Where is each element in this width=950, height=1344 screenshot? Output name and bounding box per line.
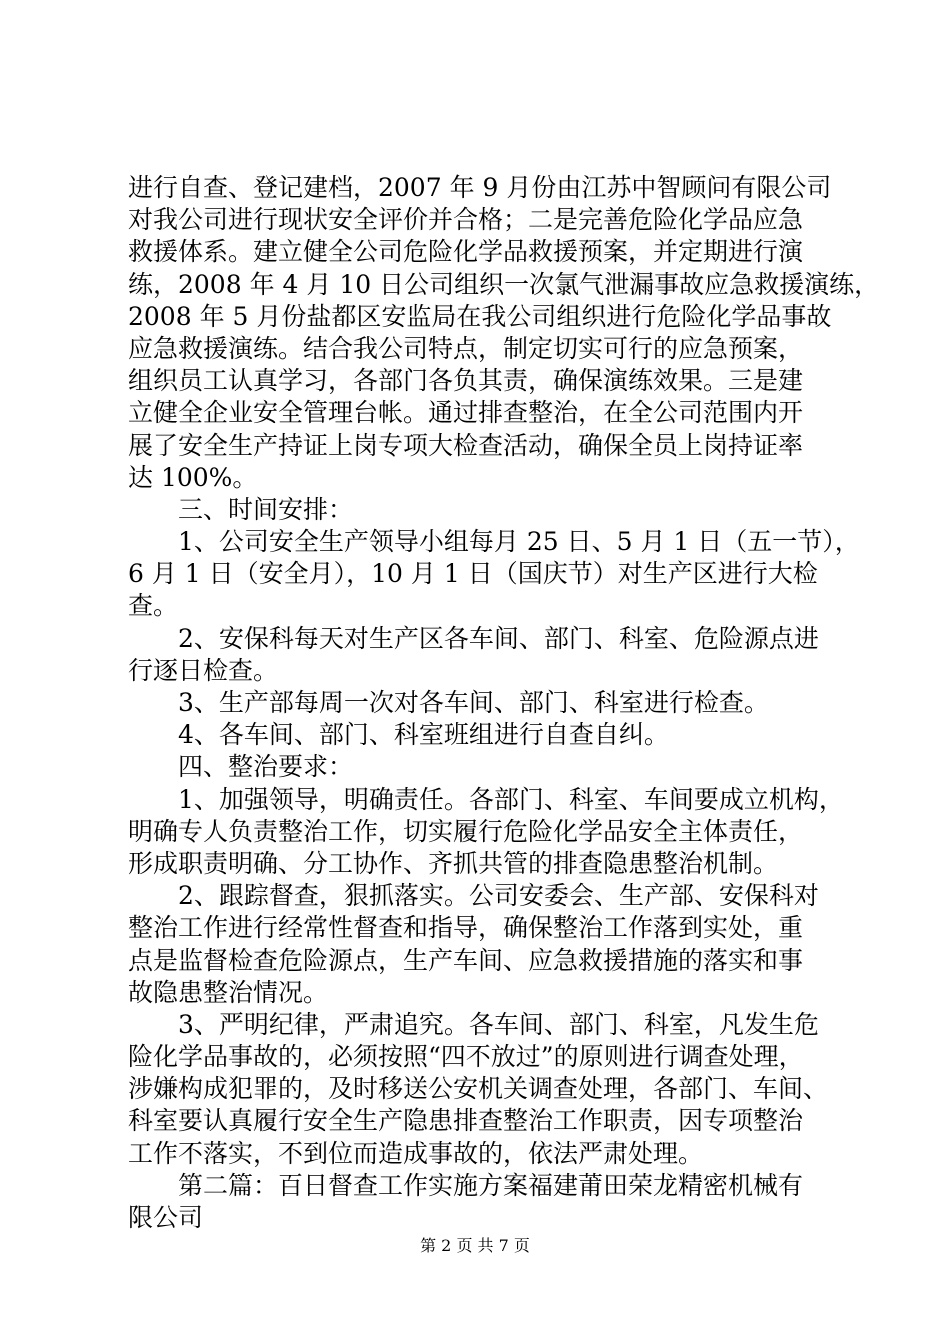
text-line: 工作不落实，不到位而造成事故的，依法严肃处理。 bbox=[128, 1138, 704, 1168]
text-line: 达 100%。 bbox=[128, 462, 258, 492]
text-line: 点是监督检查危险源点，生产车间、应急救援措施的落实和事 bbox=[128, 945, 804, 975]
text-line: 展了安全生产持证上岗专项大检查活动，确保全员上岗持证率 bbox=[128, 430, 804, 460]
chapter-title: 限公司 bbox=[128, 1203, 204, 1232]
text-line: 查。 bbox=[128, 591, 179, 621]
text-line: 3、生产部每周一次对各车间、部门、科室进行检查。 bbox=[128, 688, 769, 717]
page-number-footer: 第 2 页 共 7 页 bbox=[420, 1236, 530, 1255]
text-line: 险化学品事故的，必须按照“四不放过”的原则进行调查处理， bbox=[128, 1042, 804, 1072]
text-line: 1、加强领导，明确责任。各部门、科室、车间要成立机构， bbox=[128, 784, 844, 814]
text-line: 6 月 1 日（安全月），10 月 1 日（国庆节）对生产区进行大检 bbox=[128, 559, 818, 589]
text-line: 行逐日检查。 bbox=[128, 655, 279, 685]
text-line: 救援体系。建立健全公司危险化学品救援预案，并定期进行演 bbox=[128, 237, 804, 267]
text-line: 故隐患整治情况。 bbox=[128, 977, 329, 1007]
text-line: 进行自查、登记建档，2007 年 9 月份由江苏中智顾问有限公司 bbox=[128, 173, 832, 202]
text-line: 1、公司安全生产领导小组每月 25 日、5 月 1 日（五一节）， bbox=[128, 527, 860, 557]
chapter-title: 第二篇：百日督查工作实施方案福建莆田荣龙精密机械有 bbox=[128, 1170, 804, 1200]
text-line: 2、安保科每天对生产区各车间、部门、科室、危险源点进 bbox=[128, 623, 819, 653]
section-heading: 三、时间安排： bbox=[128, 494, 354, 524]
text-line: 涉嫌构成犯罪的，及时移送公安机关调查处理，各部门、车间、 bbox=[128, 1074, 829, 1104]
text-line: 练，2008 年 4 月 10 日公司组织一次氯气泄漏事故应急救援演练， bbox=[128, 269, 880, 299]
text-line: 2、跟踪督查，狠抓落实。公司安委会、生产部、安保科对 bbox=[128, 881, 819, 911]
text-line: 3、严明纪律，严肃追究。各车间、部门、科室，凡发生危 bbox=[128, 1009, 819, 1039]
text-line: 对我公司进行现状安全评价并合格；二是完善危险化学品应急 bbox=[128, 205, 804, 235]
text-line: 2008 年 5 月份盐都区安监局在我公司组织进行危险化学品事故 bbox=[128, 301, 832, 331]
text-line: 4、各车间、部门、科室班组进行自查自纠。 bbox=[128, 720, 669, 750]
text-line: 立健全企业安全管理台帐。通过排查整治，在全公司范围内开 bbox=[128, 398, 804, 428]
text-line: 组织员工认真学习，各部门各负其责，确保演练效果。三是建 bbox=[128, 366, 804, 396]
text-line: 应急救援演练。结合我公司特点，制定切实可行的应急预案， bbox=[128, 333, 804, 363]
text-line: 形成职责明确、分工协作、齐抓共管的排查隐患整治机制。 bbox=[128, 848, 779, 878]
text-line: 科室要认真履行安全生产隐患排查整治工作职责，因专项整治 bbox=[128, 1106, 804, 1136]
text-line: 整治工作进行经常性督查和指导，确保整治工作落到实处，重 bbox=[128, 913, 804, 943]
section-heading: 四、整治要求： bbox=[128, 752, 354, 782]
text-line: 明确专人负责整治工作，切实履行危险化学品安全主体责任， bbox=[128, 816, 804, 846]
body-text bbox=[128, 172, 880, 1234]
